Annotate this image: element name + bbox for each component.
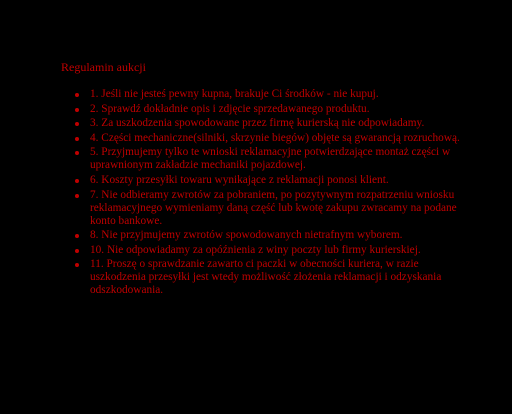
rule-text: 7. Nie odbieramy zwrotów za pobraniem, po pozytywnym rozpatrzeniu wniosku reklamacyjnego wymieniamy daną część lub kwotę zakupu zwracamy na podane konto bankowe.	[90, 188, 457, 227]
bullet-icon	[75, 234, 79, 238]
rule-item	[61, 88, 461, 101]
bullet-icon	[75, 137, 79, 141]
rule-item	[61, 174, 461, 187]
bullet-icon	[75, 151, 79, 155]
bullet-icon	[75, 122, 79, 126]
rule-item	[61, 117, 461, 130]
rule-item	[61, 103, 461, 116]
rule-item	[61, 189, 461, 228]
bullet-icon	[75, 108, 79, 112]
rules-heading: Regulamin aukcji	[61, 60, 146, 74]
rule-text: 4. Części mechaniczne(silniki, skrzynie biegów) objęte są gwarancją rozruchową.	[90, 131, 460, 144]
rule-text: 2. Sprawdź dokładnie opis i zdjęcie sprzedawanego produktu.	[90, 102, 370, 115]
auction-rules	[61, 60, 461, 299]
bullet-icon	[75, 249, 79, 253]
rule-text: 8. Nie przyjmujemy zwrotów spowodowanych nietrafnym wyborem.	[90, 229, 403, 242]
rule-text: 11. Proszę o sprawdzanie zawarto ci paczki w obecności kuriera, w razie uszkodzenia przesyłki jest wtedy możliwość złożenia reklamacji i odzyskania odszkodowania.	[90, 258, 442, 297]
rule-item	[61, 132, 461, 145]
rule-item	[61, 244, 461, 257]
rules-list	[61, 88, 461, 297]
bullet-icon	[75, 179, 79, 183]
rule-text: 1. Jeśli nie jesteś pewny kupna, brakuje Ci środków - nie kupuj.	[90, 88, 379, 100]
rule-text: 5. Przyjmujemy tylko te wnioski reklamacyjne potwierdzające montaż części w uprawnionym zakładzie mechaniki pojazdowej.	[90, 146, 451, 172]
rule-item	[61, 229, 461, 242]
bullet-icon	[75, 194, 79, 198]
bullet-icon	[75, 263, 79, 267]
rule-text: 3. Za uszkodzenia spowodowane przez firmę kurierską nie odpowiadamy.	[90, 117, 425, 130]
bullet-icon	[75, 93, 79, 97]
rule-item	[61, 258, 461, 297]
rule-text: 10. Nie odpowiadamy za opóźnienia z winy poczty lub firmy kurierskiej.	[90, 243, 421, 256]
rule-item	[61, 146, 461, 172]
rule-text: 6. Koszty przesyłki towaru wynikające z reklamacji ponosi klient.	[90, 173, 389, 186]
